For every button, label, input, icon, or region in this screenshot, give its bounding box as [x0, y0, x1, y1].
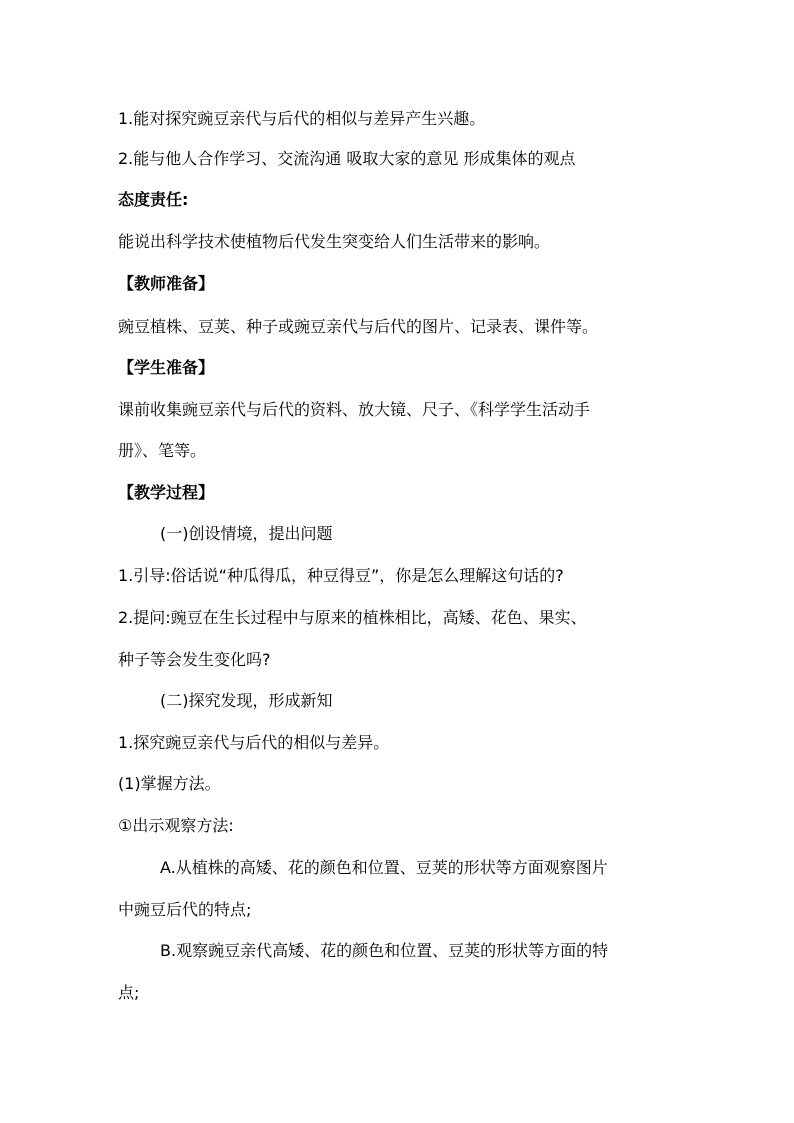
student-prep-text-2: 册》、笔等。 [118, 441, 207, 460]
method-b-line-2: 点; [118, 983, 140, 1002]
section-heading-process: 【教学过程】 [118, 483, 215, 502]
section-heading-student-prep: 【学生准备】 [118, 358, 215, 377]
attitude-text: 能说出科学技术使植物后代发生突变给人们生活带来的影响。 [118, 232, 551, 251]
method-a-line-2: 中豌豆后代的特点; [118, 900, 252, 919]
student-prep-text-1: 课前收集豌豆亲代与后代的资料、放大镜、尺子、《科学学生活动手 [118, 400, 591, 419]
step-2-question-2: 种子等会发生变化吗? [118, 650, 271, 669]
section-heading-teacher-prep: 【教师准备】 [118, 274, 215, 293]
objective-line-1: 1.能对探究豌豆亲代与后代的相似与差异产生兴趣。 [118, 109, 486, 128]
explore-step-1: 1.探究豌豆亲代与后代的相似与差异。 [118, 733, 390, 752]
section-heading-attitude: 态度责任: [118, 190, 189, 209]
teacher-prep-text: 豌豆植株、豆荚、种子或豌豆亲代与后代的图片、记录表、课件等。 [118, 317, 599, 336]
step-1-guide: 1.引导:俗话说“种瓜得瓜，种豆得豆”，你是怎么理解这句话的? [118, 566, 564, 585]
subheading-2: (二)探究发现，形成新知 [160, 691, 333, 710]
method-a-line-1: A.从植株的高矮、花的颜色和位置、豆荚的形状等方面观察图片 [160, 858, 608, 877]
step-2-question-1: 2.提问:豌豆在生长过程中与原来的植株相比，高矮、花色、果实、 [118, 608, 587, 627]
method-b-line-1: B.观察豌豆亲代高矮、花的颜色和位置、豆荚的形状等方面的特 [160, 941, 609, 960]
subheading-1: (一)创设情境，提出问题 [160, 524, 333, 543]
observe-method-title: ①出示观察方法: [118, 816, 234, 835]
objective-line-2: 2.能与他人合作学习、交流沟通 吸取大家的意见 形成集体的观点 [118, 149, 576, 168]
explore-sub-1: (1)掌握方法。 [118, 774, 221, 793]
